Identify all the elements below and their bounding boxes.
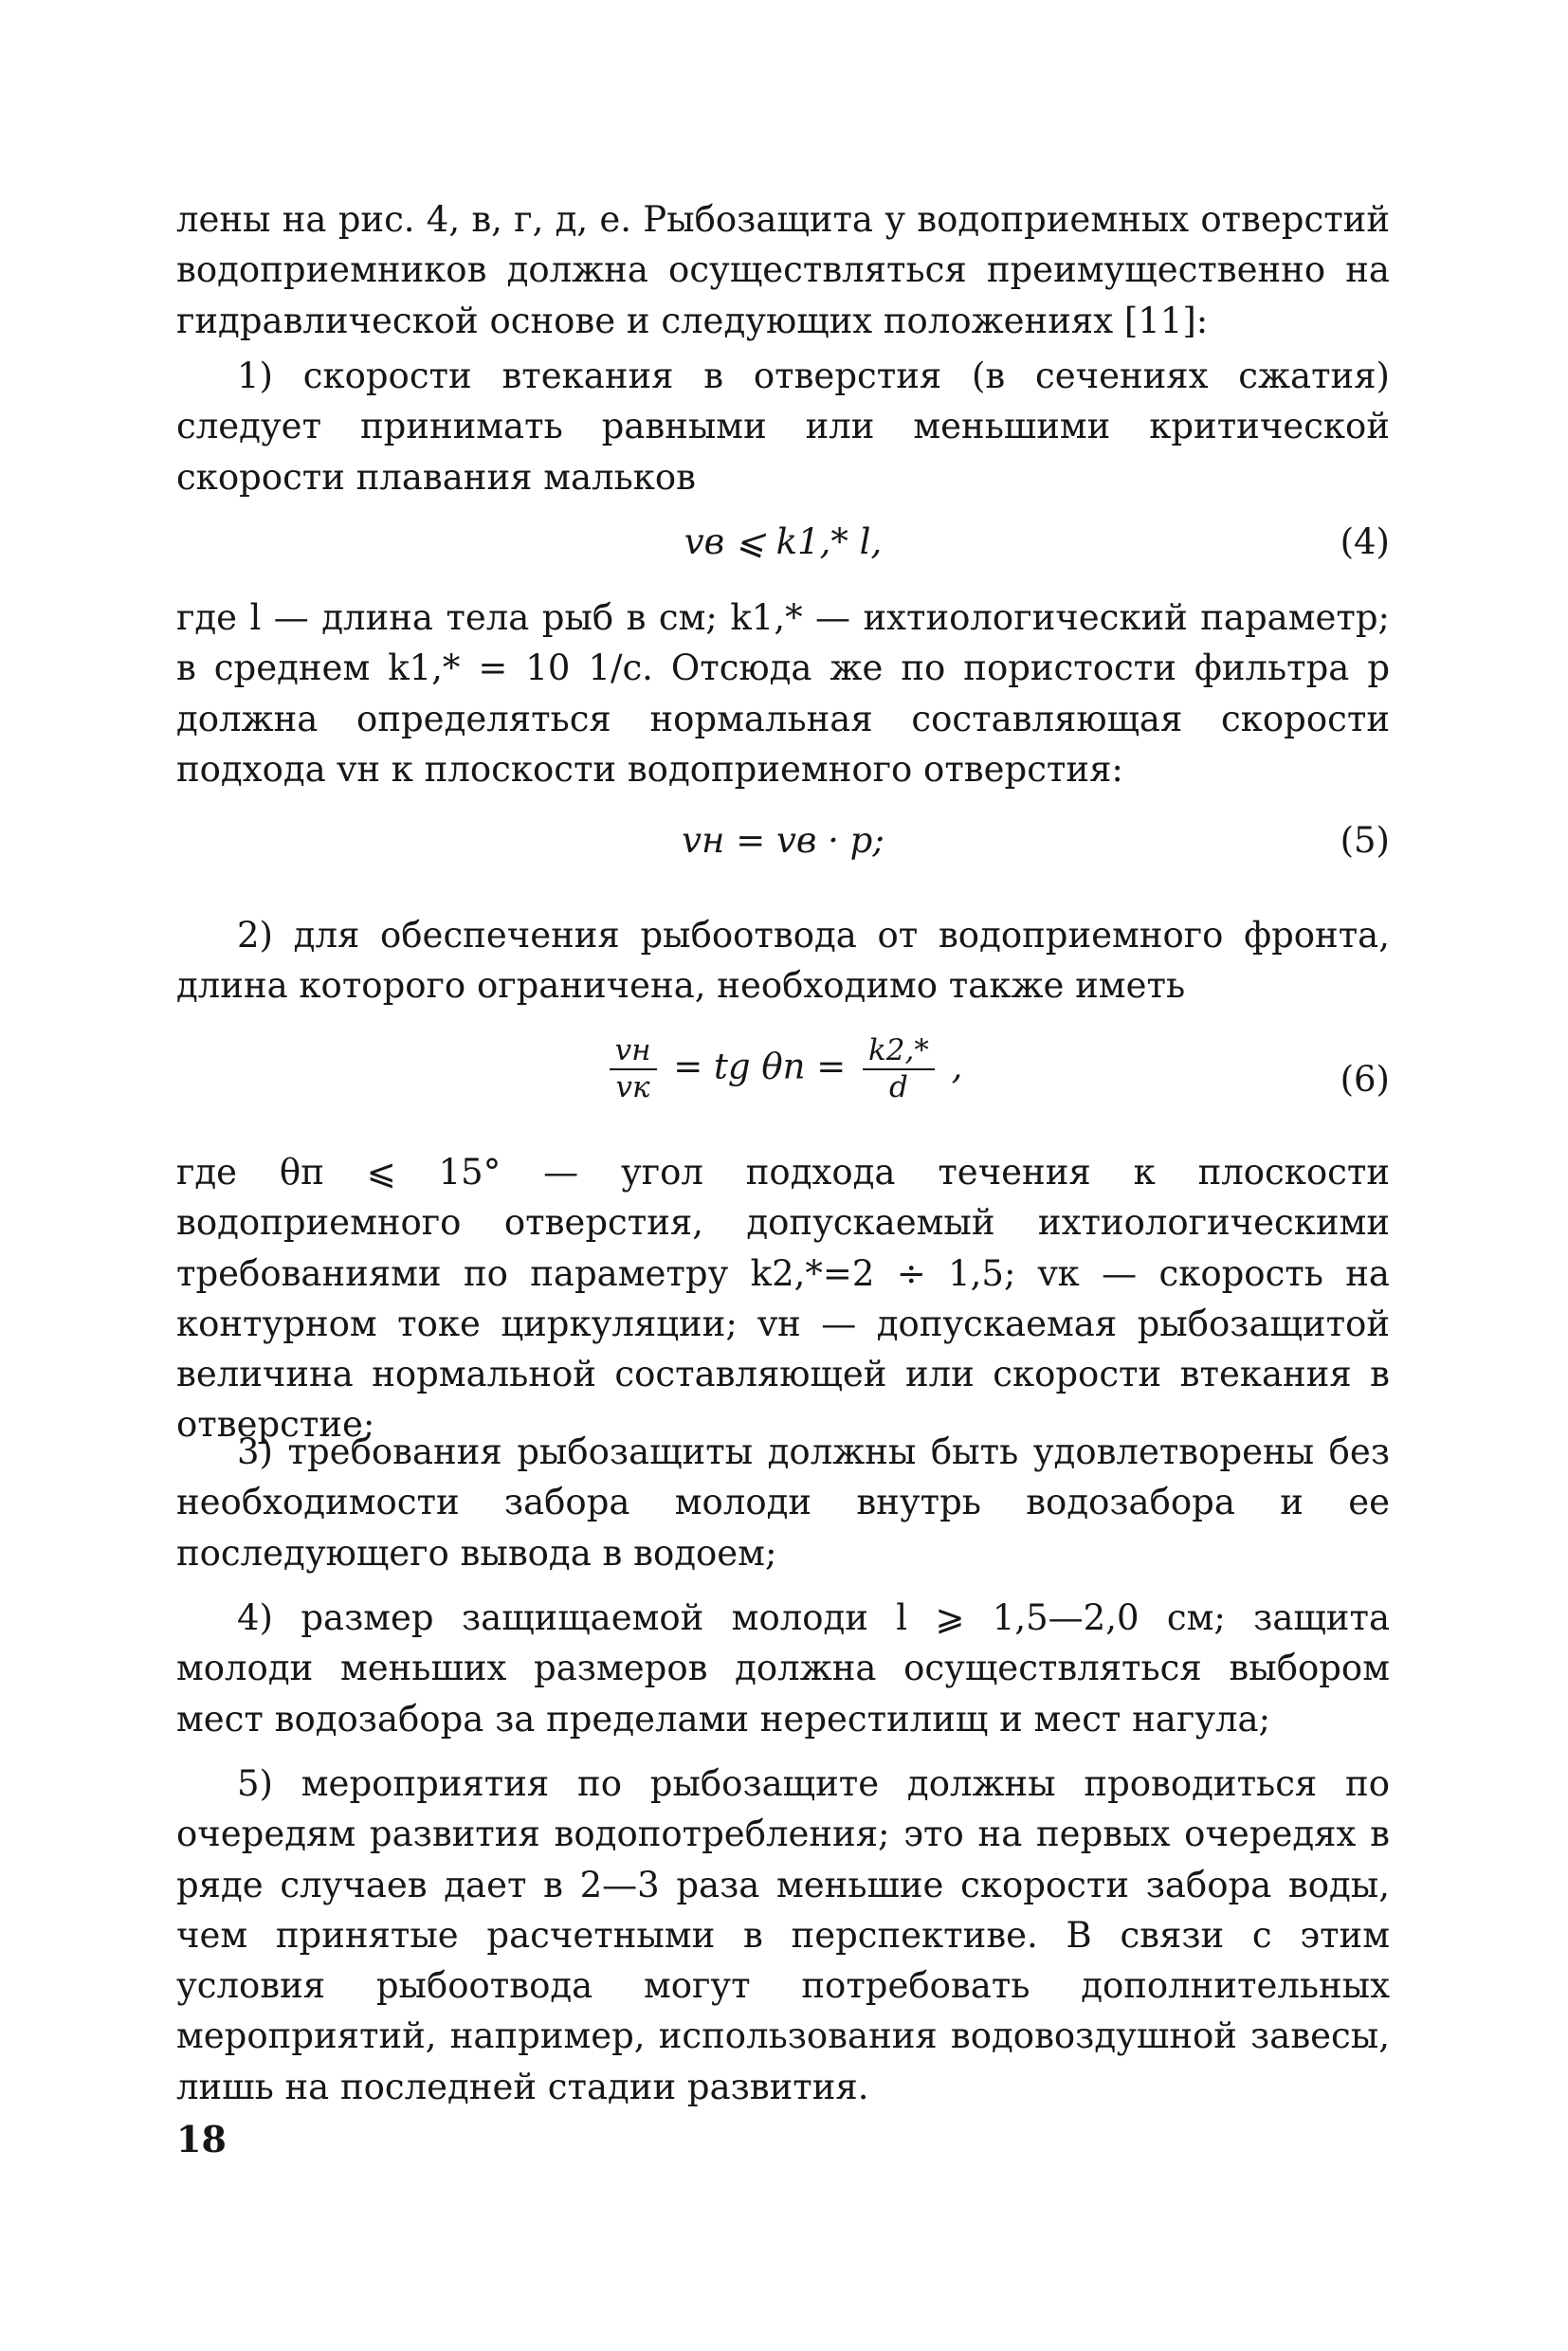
- item-4-block: [176, 1593, 1390, 1744]
- equation-4: [176, 517, 1390, 567]
- after-eq6-block: [176, 1147, 1390, 1450]
- page-number: 18: [176, 2118, 227, 2160]
- equation-5-number: (5): [1340, 820, 1390, 861]
- after-eq6-paragraph: где θп ⩽ 15° — угол подхода течения к плоскости водоприемного отверстия, допускаемый ихтиологическими требованиями по параметру k2,*=2 ÷ 1,5; vк — скорость на контурном токе циркуляции; vн — допускаемая рыбозащитой величина нормальной составляющей или скорости втекания в отверстие;: [176, 1152, 1390, 1446]
- item-5-block: [176, 1759, 1390, 2112]
- after-eq4-block: [176, 592, 1390, 794]
- item-3-block: [176, 1427, 1390, 1578]
- text-column: [176, 194, 1390, 346]
- equation-6: [176, 1033, 1390, 1119]
- equation-6-lhs-denominator: vк: [615, 1070, 650, 1105]
- intro-paragraph: лены на рис. 4, в, г, д, е. Рыбозащита у водоприемных отверстий водоприемников должна осуществляться преимущественно на гидравлической основе и следующих положениях [11]:: [176, 199, 1390, 341]
- equation-4-number: (4): [1340, 521, 1390, 562]
- equation-6-tail: ,: [951, 1046, 963, 1087]
- equation-5: [176, 815, 1390, 866]
- equation-6-number: (6): [1340, 1059, 1390, 1100]
- equation-6-rhs-denominator: d: [889, 1070, 908, 1105]
- equation-6-lhs-fraction: [610, 1033, 657, 1105]
- equation-5-formula: vн = vв · p;: [682, 820, 884, 861]
- after-eq4-paragraph: где l — длина тела рыб в см; k1,* — ихтиологический параметр; в среднем k1,* = 10 1/с. Отсюда же по пористости фильтра p должна определяться нормальная составляющая скорости подхода vн к плоскости водоприемного отверстия:: [176, 597, 1390, 790]
- item-4-paragraph: 4) размер защищаемой молоди l ⩾ 1,5—2,0 см; защита молоди меньших размеров должна осуществляться выбором мест водозабора за пределами нерестилищ и мест нагула;: [176, 1597, 1390, 1740]
- item-1-paragraph: 1) скорости втекания в отверстия (в сечениях сжатия) следует принимать равными или меньшими критической скорости плавания мальков: [176, 355, 1390, 498]
- item-1-block: [176, 351, 1390, 502]
- equation-6-rhs-numerator: k2,*: [863, 1033, 935, 1070]
- equation-6-lhs-numerator: vн: [610, 1033, 657, 1070]
- item-5-paragraph: 5) мероприятия по рыбозащите должны проводиться по очередям развития водопотребления; это на первых очередях в ряде случаев дает в 2—3 раза меньшие скорости забора воды, чем принятые расчетными в перспективе. В связи с этим условия рыбоотвода могут потребовать дополнительных мероприятий, например, использования водовоздушной завесы, лишь на последней стадии развития.: [176, 1763, 1390, 2107]
- equation-6-rhs-fraction: [863, 1033, 935, 1105]
- item-3-paragraph: 3) требования рыбозащиты должны быть удовлетворены без необходимости забора молоди внутрь водозабора и ее последующего вывода в водоем;: [176, 1431, 1390, 1574]
- item-2-block: [176, 910, 1390, 1011]
- equation-4-formula: vв ⩽ k1,* l,: [684, 521, 883, 562]
- equation-6-middle: = tg θп =: [673, 1046, 847, 1087]
- item-2-paragraph: 2) для обеспечения рыбоотвода от водоприемного фронта, длина которого ограничена, необходимо также иметь: [176, 915, 1390, 1007]
